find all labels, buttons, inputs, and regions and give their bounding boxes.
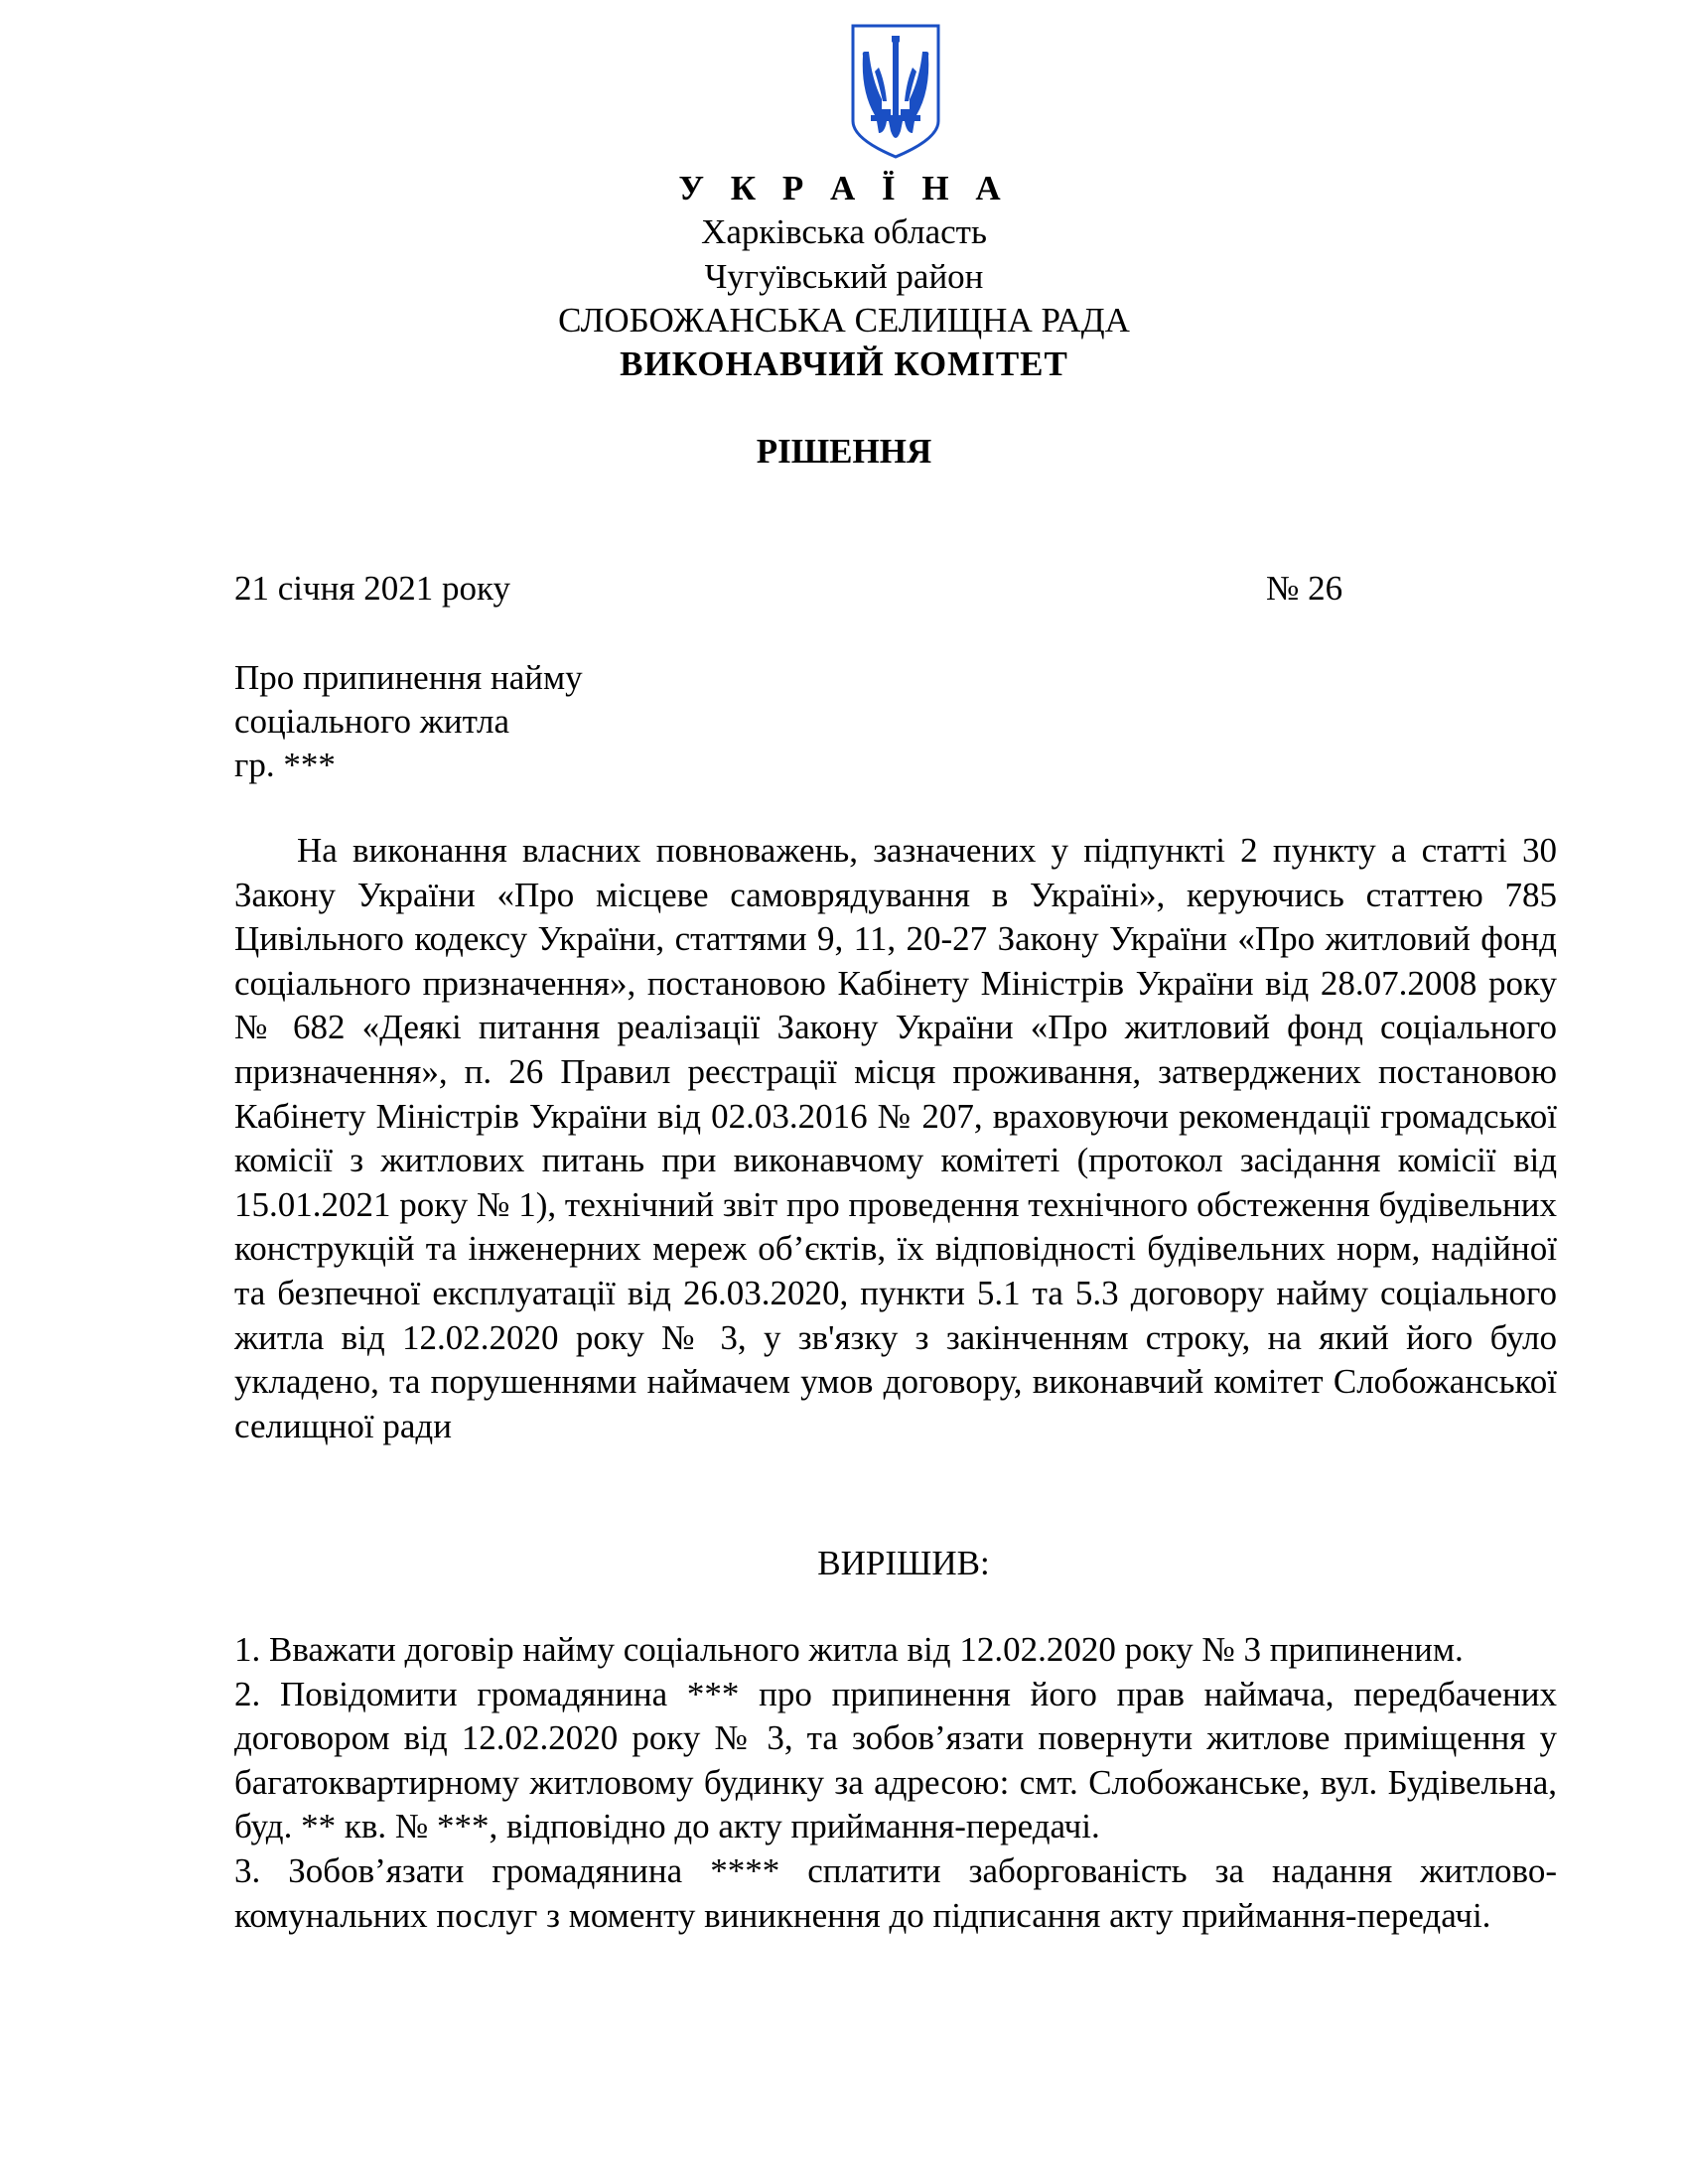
document-date: 21 січня 2021 року	[234, 569, 510, 608]
document-subject	[234, 656, 583, 787]
subject-line: Про припинення найму	[234, 658, 583, 697]
subject-line: гр. ***	[234, 746, 336, 784]
region-name: Харківська область	[701, 212, 987, 251]
committee-name: ВИКОНАВЧИЙ КОМІТЕТ	[620, 344, 1068, 383]
resolution-item: 1. Вважати договір найму соціального житла від 12.02.2020 року № 3 припиненим.	[234, 1630, 1464, 1669]
ukraine-trident-icon	[849, 22, 942, 161]
resolution-item: 3. Зобов’язати громадянина **** сплатити заборгованість за надання житлово-комунальних послуг з моменту виникнення до підписання акту приймання-передачі.	[234, 1850, 1557, 1935]
district-name: Чугуївський район	[704, 257, 984, 296]
document-type-title: РІШЕННЯ	[756, 432, 932, 471]
resolution-items	[234, 1628, 1557, 1938]
resolved-heading: ВИРІШИВ:	[817, 1544, 990, 1582]
council-name: СЛОБОЖАНСЬКА СЕЛИЩНА РАДА	[558, 301, 1130, 340]
preamble-paragraph: На виконання власних повноважень, зазначених у підпункті 2 пункту а статті 30 Закону України «Про місцеве самоврядування в Україні», керуючись статтею 785 Цивільного кодексу України, статтями 9, 11, 20-27 Закону України «Про житловий фонд соціального призначення», постановою Кабінету Міністрів України від 28.07.2008 року № 682 «Деякі питання реалізації Закону України «Про житловий фонд соціального призначення», п. 26 Правил реєстрації місця проживання, затверджених постановою Кабінету Міністрів України від 02.03.2016 № 207, враховуючи рекомендації громадської комісії з житлових питань при виконавчому комітеті (протокол засідання комісії від 15.01.2021 року № 1), технічний звіт про проведення технічного обстеження будівельних конструкцій та інженерних мереж об’єктів, їх відповідності будівельних норм, надійної та безпечної експлуатації від 26.03.2020, пункти 5.1 та 5.3 договору найму соціального житла від 12.02.2020 року № 3, у зв'язку з закінченням строку, на який його було укладено, та порушеннями наймачем умов договору, виконавчий комітет Слобожанської селищної ради	[234, 831, 1557, 1445]
resolution-item: 2. Повідомити громадянина *** про припинення його прав наймача, передбачених договором від 12.02.2020 року № 3, та зобов’язати повернути житлове приміщення у багатоквартирному житловому будинку за адресою: смт. Слобожанське, вул. Будівельна, буд. ** кв. № ***, відповідно до акту приймання-передачі.	[234, 1674, 1557, 1846]
document-number: № 26	[1266, 569, 1343, 608]
subject-line: соціального житла	[234, 702, 510, 741]
country-name: У К Р А Ї Н А	[678, 169, 1010, 207]
